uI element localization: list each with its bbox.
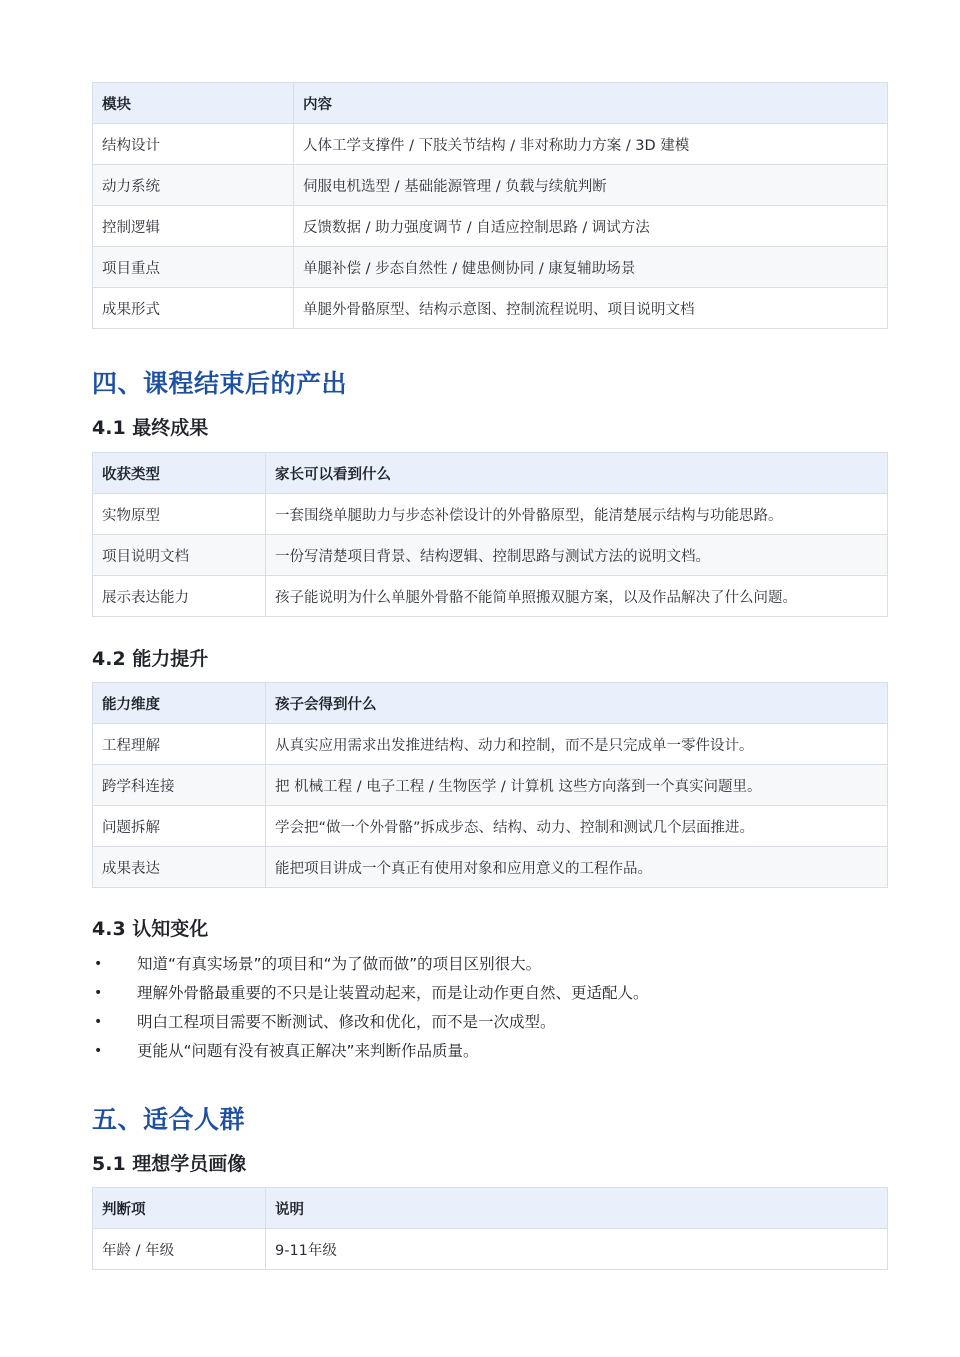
ability-table — [92, 682, 888, 888]
list-item — [92, 1037, 887, 1066]
table-header-cell: 内容 — [294, 83, 888, 124]
table-cell: 一份写清楚项目背景、结构逻辑、控制思路与测试方法的说明文档。 — [266, 535, 888, 576]
list-item-text: 理解外骨骼最重要的不只是让装置动起来，而是让动作更自然、更适配人。 — [137, 984, 649, 1002]
table-header-cell: 说明 — [266, 1188, 888, 1229]
table-cell: 工程理解 — [93, 724, 266, 765]
table-cell: 结构设计 — [93, 124, 294, 165]
list-item-text: 明白工程项目需要不断测试、修改和优化，而不是一次成型。 — [137, 1013, 556, 1031]
table-cell: 反馈数据 / 助力强度调节 / 自适应控制思路 / 调试方法 — [294, 206, 888, 247]
table-cell: 项目说明文档 — [93, 535, 266, 576]
subsection-heading: 4.3 认知变化 — [92, 918, 209, 940]
table-cell: 一套围绕单腿助力与步态补偿设计的外骨骼原型，能清楚展示结构与功能思路。 — [266, 494, 888, 535]
module-table — [92, 82, 888, 329]
table-cell: 年龄 / 年级 — [93, 1229, 266, 1270]
table-cell: 展示表达能力 — [93, 576, 266, 617]
table-header-cell: 判断项 — [93, 1188, 266, 1229]
subsection-heading: 4.1 最终成果 — [92, 417, 209, 439]
subsection-heading: 4.2 能力提升 — [92, 648, 209, 670]
table-header-cell: 能力维度 — [93, 683, 266, 724]
table-header-cell: 模块 — [93, 83, 294, 124]
table-cell: 人体工学支撑件 / 下肢关节结构 / 非对称助力方案 / 3D 建模 — [294, 124, 888, 165]
table-cell: 9-11年级 — [266, 1229, 888, 1270]
table-cell: 单腿补偿 / 步态自然性 / 健患侧协同 / 康复辅助场景 — [294, 247, 888, 288]
bullet-icon: • — [94, 1043, 103, 1059]
section-heading: 五、适合人群 — [92, 1105, 246, 1134]
table-cell: 单腿外骨骼原型、结构示意图、控制流程说明、项目说明文档 — [294, 288, 888, 329]
cognition-list — [92, 950, 887, 1066]
list-item — [92, 1008, 887, 1037]
list-item — [92, 950, 887, 979]
table-cell: 跨学科连接 — [93, 765, 266, 806]
list-item — [92, 979, 887, 1008]
table-row — [93, 494, 888, 535]
table-row — [93, 1229, 888, 1270]
outcome-table — [92, 452, 888, 617]
audience-table — [92, 1187, 888, 1270]
table-cell: 成果表达 — [93, 847, 266, 888]
table-cell: 把 机械工程 / 电子工程 / 生物医学 / 计算机 这些方向落到一个真实问题里。 — [266, 765, 888, 806]
table-cell: 项目重点 — [93, 247, 294, 288]
table-row — [93, 847, 888, 888]
table-cell: 学会把“做一个外骨骼”拆成步态、结构、动力、控制和测试几个层面推进。 — [266, 806, 888, 847]
table-header-row — [93, 83, 888, 124]
table-row — [93, 724, 888, 765]
table-header-row — [93, 1188, 888, 1229]
table-header-cell: 孩子会得到什么 — [266, 683, 888, 724]
section-heading: 四、课程结束后的产出 — [92, 369, 348, 398]
table-header-cell: 收获类型 — [93, 453, 266, 494]
table-row — [93, 124, 888, 165]
table-cell: 伺服电机选型 / 基础能源管理 / 负载与续航判断 — [294, 165, 888, 206]
list-item-text: 更能从“问题有没有被真正解决”来判断作品质量。 — [137, 1042, 479, 1060]
table-cell: 孩子能说明为什么单腿外骨骼不能简单照搬双腿方案，以及作品解决了什么问题。 — [266, 576, 888, 617]
bullet-icon: • — [94, 1014, 103, 1030]
table-row — [93, 206, 888, 247]
table-cell: 控制逻辑 — [93, 206, 294, 247]
table-row — [93, 165, 888, 206]
table-header-row — [93, 683, 888, 724]
table-header-row — [93, 453, 888, 494]
table-cell: 实物原型 — [93, 494, 266, 535]
list-item-text: 知道“有真实场景”的项目和“为了做而做”的项目区别很大。 — [137, 955, 542, 973]
table-row — [93, 288, 888, 329]
table-row — [93, 576, 888, 617]
table-cell: 问题拆解 — [93, 806, 266, 847]
table-row — [93, 535, 888, 576]
table-cell: 从真实应用需求出发推进结构、动力和控制，而不是只完成单一零件设计。 — [266, 724, 888, 765]
bullet-icon: • — [94, 956, 103, 972]
table-cell: 动力系统 — [93, 165, 294, 206]
table-cell: 能把项目讲成一个真正有使用对象和应用意义的工程作品。 — [266, 847, 888, 888]
table-cell: 成果形式 — [93, 288, 294, 329]
table-header-cell: 家长可以看到什么 — [266, 453, 888, 494]
bullet-icon: • — [94, 985, 103, 1001]
subsection-heading: 5.1 理想学员画像 — [92, 1153, 247, 1175]
table-row — [93, 765, 888, 806]
table-row — [93, 247, 888, 288]
table-row — [93, 806, 888, 847]
